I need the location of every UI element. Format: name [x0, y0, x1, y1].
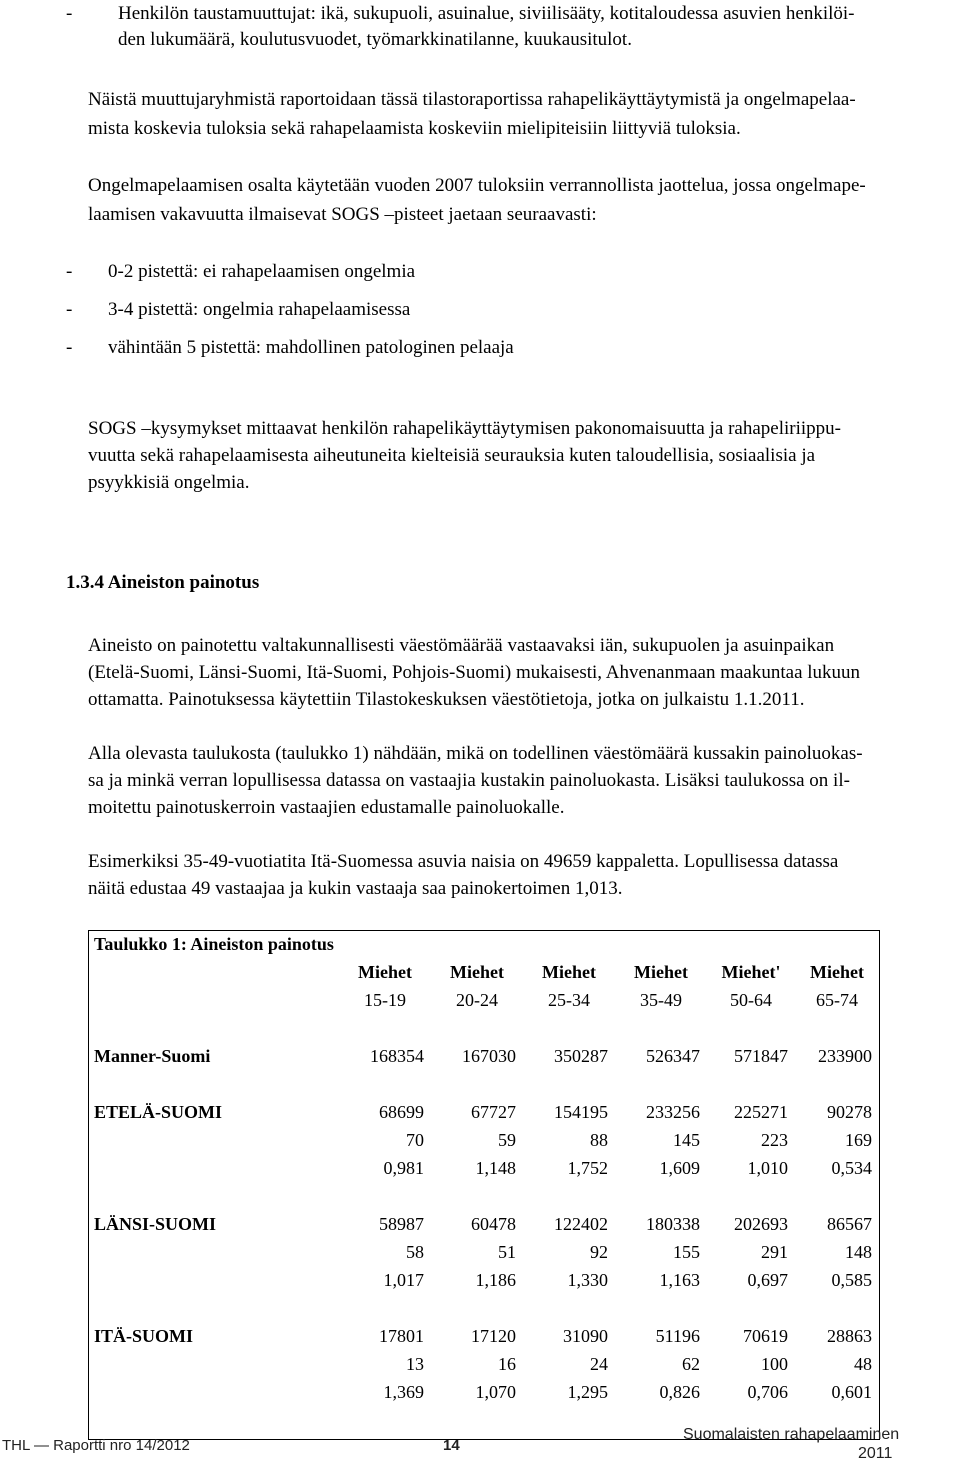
- paragraph-line: SOGS –kysymykset mittaavat henkilön rahapelikäyttäytymisen pakonomaisuutta ja rahapeliriippu-: [88, 418, 841, 439]
- column-header: Miehet: [634, 962, 688, 982]
- spacer-row: [88, 1014, 880, 1042]
- table-cell: 51196: [655, 1326, 700, 1346]
- paragraph-line: (Etelä-Suomi, Länsi-Suomi, Itä-Suomi, Pohjois-Suomi) mukaisesti, Ahvenanmaan maakuntaa lukuun: [88, 662, 861, 683]
- table-row: [88, 1378, 880, 1406]
- table-cell: 154195: [554, 1102, 608, 1122]
- bullet-dash: -: [66, 299, 73, 320]
- spacer-row: [88, 1070, 880, 1098]
- age-header: 20-24: [456, 990, 498, 1010]
- table-cell: 145: [673, 1130, 700, 1150]
- table-cell: 92: [590, 1242, 608, 1262]
- table-cell: 51: [498, 1242, 516, 1262]
- table-cell: 67727: [471, 1102, 516, 1122]
- age-header: 15-19: [364, 990, 406, 1010]
- table-cell: 58: [406, 1242, 424, 1262]
- age-header: 50-64: [730, 990, 772, 1010]
- table-cell: 0,534: [831, 1158, 872, 1178]
- weighting-table: [88, 930, 880, 1406]
- empty-cell: [88, 1378, 340, 1406]
- table-cell: 62: [682, 1354, 700, 1374]
- paragraph-line: mista koskevia tuloksia sekä rahapelaamista koskeviin mielipiteisiin liittyviä tuloksia.: [88, 118, 741, 139]
- bullet-line: Henkilön taustamuuttujat: ikä, sukupuoli, asuinalue, siviilisääty, kotitaloudessa asuvien henkilöi-: [118, 3, 855, 24]
- table-row: [88, 1042, 880, 1070]
- age-header-row: [88, 986, 880, 1014]
- column-header: Miehet': [721, 962, 781, 982]
- paragraph-line: moitettu painotuskerroin vastaajien edustamalle painoluokalle.: [88, 797, 565, 818]
- region-label: Manner-Suomi: [94, 1046, 211, 1066]
- table-cell: 1,148: [475, 1158, 516, 1178]
- region-label: LÄNSI-SUOMI: [94, 1214, 217, 1234]
- empty-cell: [88, 1126, 340, 1154]
- section-heading: 1.3.4 Aineiston painotus: [66, 572, 260, 593]
- paragraph-line: vuutta sekä rahapelaamisesta aiheutuneita kielteisiä seurauksia kuten taloudellisia, sosiaalisia ja: [88, 445, 816, 466]
- footer-publication-title: Suomalaisten rahapelaaminen: [683, 1426, 900, 1443]
- table-cell: 291: [761, 1242, 788, 1262]
- age-header: 65-74: [816, 990, 858, 1010]
- table-cell: 70619: [743, 1326, 788, 1346]
- table-row: [88, 1098, 880, 1126]
- table-cell: 1,010: [747, 1158, 788, 1178]
- table-title-row: [88, 930, 880, 958]
- column-header: Miehet: [358, 962, 412, 982]
- table-row: [88, 1350, 880, 1378]
- table-cell: 225271: [734, 1102, 788, 1122]
- region-label: ETELÄ-SUOMI: [94, 1102, 223, 1122]
- table-row: [88, 1126, 880, 1154]
- table-cell: 1,752: [567, 1158, 608, 1178]
- paragraph-line: sa ja minkä verran lopullisessa datassa on vastaajia kustakin painoluokasta. Lisäksi taulukossa on il-: [88, 770, 850, 791]
- table-cell: 1,295: [567, 1382, 608, 1402]
- table-cell: 233900: [818, 1046, 872, 1066]
- table-cell: 180338: [646, 1214, 700, 1234]
- empty-cell: [88, 1350, 340, 1378]
- table-cell: 13: [406, 1354, 424, 1374]
- table-cell: 122402: [554, 1214, 608, 1234]
- table-cell: 1,369: [383, 1382, 424, 1402]
- table-cell: 16: [498, 1354, 516, 1374]
- table-cell: 28863: [827, 1326, 872, 1346]
- paragraph-line: näitä edustaa 49 vastaajaa ja kukin vastaaja saa painokertoimen 1,013.: [88, 878, 623, 899]
- table-cell: 88: [590, 1130, 608, 1150]
- empty-cell: [88, 1266, 340, 1294]
- age-header: 35-49: [640, 990, 682, 1010]
- paragraph-line: Aineisto on painotettu valtakunnallisesti väestömäärää vastaavaksi iän, sukupuolen ja asuinpaikan: [88, 635, 835, 656]
- footer-publication-year: 2011: [858, 1445, 893, 1462]
- table-title: Taulukko 1: Aineiston painotus: [94, 934, 334, 954]
- bullet-dash: -: [66, 337, 73, 358]
- paragraph-line: Näistä muuttujaryhmistä raportoidaan tässä tilastoraportissa rahapelikäyttäytymistä ja ongelmapelaa-: [88, 89, 856, 110]
- paragraph-line: Alla olevasta taulukosta (taulukko 1) nähdään, mikä on todellinen väestömäärä kussakin painoluokas-: [88, 743, 863, 764]
- spacer-row: [88, 1182, 880, 1210]
- bullet-line: den lukumäärä, koulutusvuodet, työmarkkinatilanne, kuukausitulot.: [118, 29, 632, 50]
- table-cell: 155: [673, 1242, 700, 1262]
- table-cell: 1,017: [383, 1270, 424, 1290]
- sogs-bullet: 3-4 pistettä: ongelmia rahapelaamisessa: [108, 299, 411, 320]
- table-cell: 70: [406, 1130, 424, 1150]
- spacer-row: [88, 1294, 880, 1322]
- table-cell: 68699: [379, 1102, 424, 1122]
- table-cell: 168354: [370, 1046, 424, 1066]
- table-cell: 17801: [379, 1326, 424, 1346]
- gender-header-row: [88, 958, 880, 986]
- table-cell: 90278: [827, 1102, 872, 1122]
- table-cell: 0,585: [831, 1270, 872, 1290]
- table-cell: 169: [845, 1130, 872, 1150]
- table-cell: 1,330: [567, 1270, 608, 1290]
- paragraph-line: psyykkisiä ongelmia.: [88, 472, 250, 493]
- column-header: Miehet: [810, 962, 864, 982]
- table-row: [88, 1238, 880, 1266]
- table-cell: 0,826: [659, 1382, 700, 1402]
- paragraph-line: Ongelmapelaamisen osalta käytetään vuoden 2007 tuloksiin verrannollista jaottelua, jossa ongelmape-: [88, 175, 866, 196]
- table-cell: 223: [761, 1130, 788, 1150]
- table-cell: 48: [854, 1354, 872, 1374]
- sogs-bullet: 0-2 pistettä: ei rahapelaamisen ongelmia: [108, 261, 416, 282]
- table-cell: 526347: [646, 1046, 700, 1066]
- paragraph-line: Esimerkiksi 35-49-vuotiatita Itä-Suomessa asuvia naisia on 49659 kappaletta. Lopullisessa datassa: [88, 851, 839, 872]
- table-cell: 0,601: [831, 1382, 872, 1402]
- bullet-dash: -: [66, 3, 73, 24]
- paragraph-line: laamisen vakavuutta ilmaisevat SOGS –pisteet jaetaan seuraavasti:: [88, 204, 597, 225]
- footer-report-label: THL — Raportti nro 14/2012: [2, 1437, 190, 1454]
- table-cell: 60478: [471, 1214, 516, 1234]
- bullet-dash: -: [66, 261, 73, 282]
- empty-cell: [88, 958, 340, 986]
- table-cell: 0,981: [383, 1158, 424, 1178]
- table-cell: 100: [761, 1354, 788, 1374]
- age-header: 25-34: [548, 990, 590, 1010]
- table-cell: 24: [590, 1354, 608, 1374]
- table-cell: 350287: [554, 1046, 608, 1066]
- empty-cell: [88, 1238, 340, 1266]
- table-cell: 31090: [563, 1326, 608, 1346]
- table-cell: 167030: [462, 1046, 516, 1066]
- table-row: [88, 1266, 880, 1294]
- empty-cell: [88, 986, 340, 1014]
- table-cell: 59: [498, 1130, 516, 1150]
- table-cell: 0,706: [747, 1382, 788, 1402]
- table-cell: 1,186: [475, 1270, 516, 1290]
- table-cell: 17120: [471, 1326, 516, 1346]
- page-number: 14: [443, 1437, 460, 1454]
- region-label: ITÄ-SUOMI: [94, 1326, 194, 1346]
- table-cell: 86567: [827, 1214, 872, 1234]
- sogs-bullet: vähintään 5 pistettä: mahdollinen patologinen pelaaja: [108, 337, 514, 358]
- table-cell: 1,163: [659, 1270, 700, 1290]
- table-cell: 233256: [646, 1102, 700, 1122]
- table-cell: 1,609: [659, 1158, 700, 1178]
- table-cell: 0,697: [747, 1270, 788, 1290]
- table-cell: 571847: [734, 1046, 788, 1066]
- column-header: Miehet: [450, 962, 504, 982]
- table-cell: 148: [845, 1242, 872, 1262]
- table-cell: 202693: [734, 1214, 788, 1234]
- paragraph-line: ottamatta. Painotuksessa käytettiin Tilastokeskuksen väestötietoja, jotka on julkaistu 1.1.2011.: [88, 689, 805, 710]
- table-cell: 58987: [379, 1214, 424, 1234]
- table-row: [88, 1154, 880, 1182]
- table-row: [88, 1322, 880, 1350]
- empty-cell: [88, 1154, 340, 1182]
- table-row: [88, 1210, 880, 1238]
- column-header: Miehet: [542, 962, 596, 982]
- table-cell: 1,070: [475, 1382, 516, 1402]
